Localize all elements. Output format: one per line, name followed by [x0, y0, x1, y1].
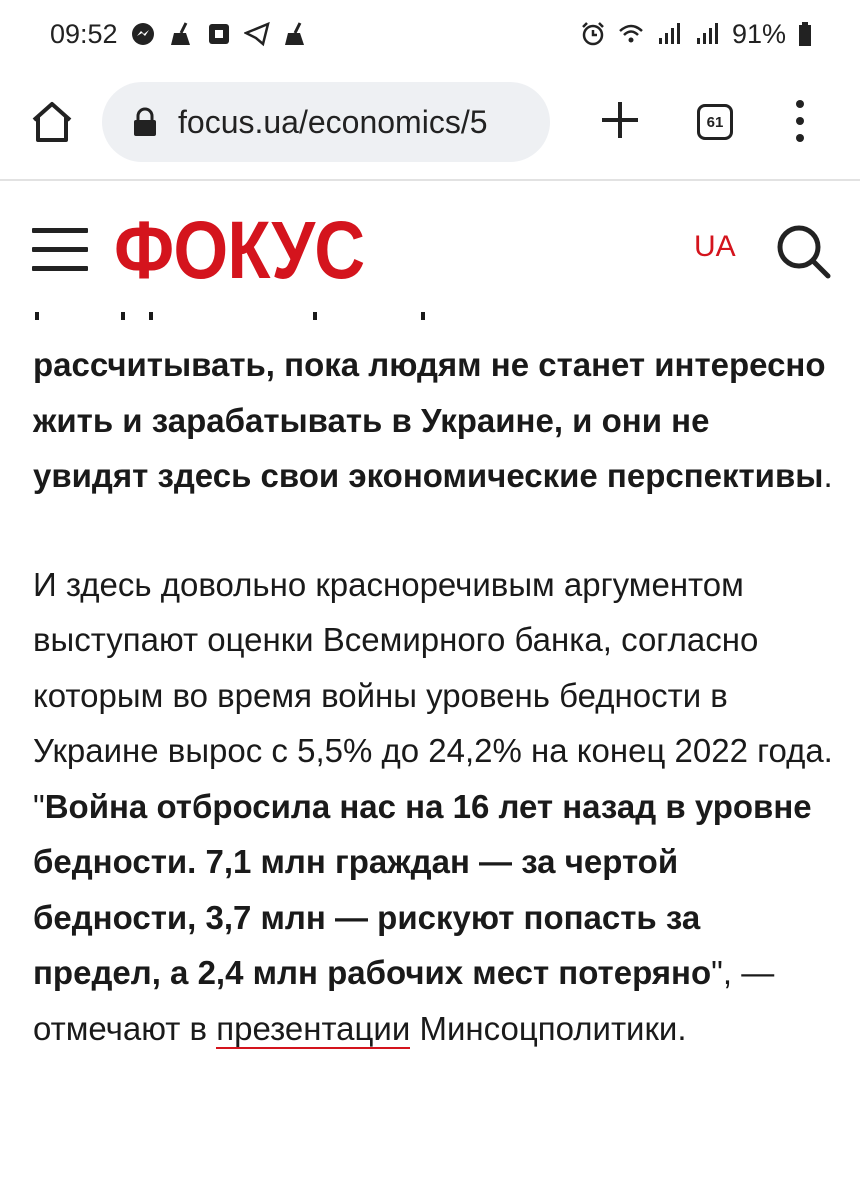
toolbar-divider — [0, 179, 860, 181]
home-icon[interactable] — [28, 98, 76, 146]
language-switch[interactable]: UA — [694, 230, 736, 263]
status-right — [580, 19, 812, 50]
status-left — [50, 19, 308, 50]
signal-icon — [694, 21, 720, 47]
status-bar — [0, 0, 860, 68]
text: Минсоцполитики. — [410, 1009, 687, 1047]
hamburger-menu-icon[interactable] — [32, 228, 88, 272]
text: И здесь довольно красноречивым аргументом выступают оценки Всемирного банка, согласно которым во время войны уровень бедности в Украине вырос с 5,5% до 24,2% на конец 2022 года. " — [33, 565, 833, 825]
battery-percent: 91% — [731, 18, 786, 49]
bold-quote: Война отбросила нас на 16 лет назад в уровне бедности. 7,1 млн граждан — за чертой бедности, 3,7 млн — рискуют попасть за предел, а 2,4 млн рабочих мест потеряно — [33, 787, 812, 991]
status-time: 09:52 — [50, 18, 118, 49]
article-paragraph — [33, 337, 833, 504]
text: ", — отмечают в — [33, 954, 775, 1047]
messenger-icon — [130, 21, 156, 47]
overflow-menu-icon[interactable] — [788, 96, 812, 146]
lock-icon — [132, 107, 158, 137]
presentation-link[interactable]: презентации — [216, 1009, 411, 1047]
battery-icon — [798, 21, 812, 47]
tab-switcher-button[interactable] — [697, 104, 733, 140]
wifi-icon — [618, 21, 644, 47]
url-bar[interactable] — [102, 82, 550, 162]
url-text: focus.ua/economics/5 — [178, 103, 488, 140]
signal-icon — [656, 21, 682, 47]
broom-icon — [168, 21, 194, 47]
square-app-icon — [206, 21, 232, 47]
site-header — [0, 182, 860, 300]
search-icon[interactable] — [774, 222, 832, 280]
browser-toolbar — [0, 78, 860, 174]
broom-icon — [282, 21, 308, 47]
bold-text: рассчитывать, пока людям не станет интересно жить и зарабатывать в Украине, и они не увидят здесь свои экономические перспективы — [33, 346, 826, 494]
article-body — [33, 300, 833, 1056]
text: . — [823, 457, 833, 494]
site-logo[interactable]: ФОКУС — [114, 205, 365, 296]
telegram-icon — [244, 21, 270, 47]
cut-off-text-line — [33, 300, 833, 320]
new-tab-plus-icon[interactable] — [596, 96, 644, 144]
article-paragraph — [33, 557, 833, 1057]
tab-count: 61 — [706, 113, 724, 131]
alarm-icon — [580, 21, 606, 47]
